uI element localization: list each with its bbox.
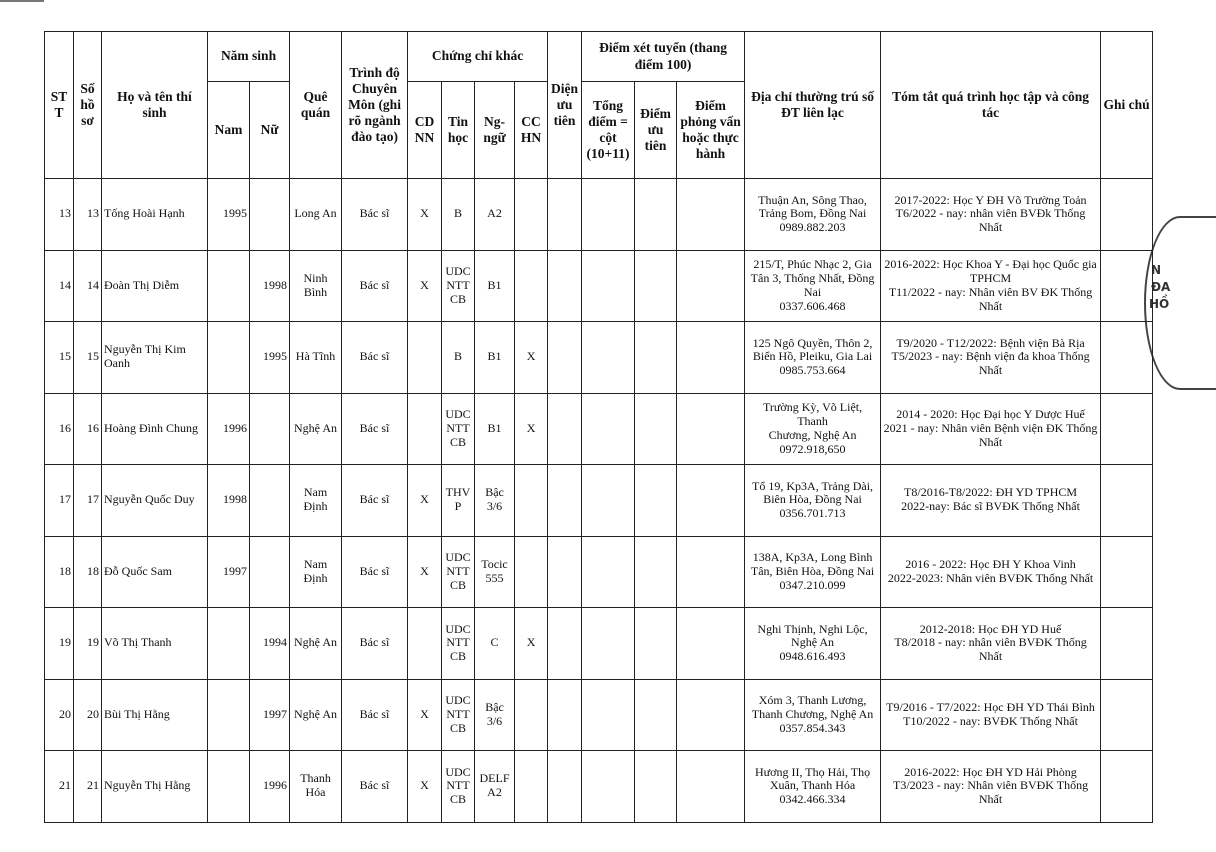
cell-nam [208, 608, 250, 680]
cell-trinh-do: Bác sĩ [342, 250, 408, 322]
summary-cell [881, 536, 1101, 608]
address-line: 215/T, Phúc Nhạc 2, Gia [753, 257, 872, 272]
empty-cell [677, 751, 745, 823]
cell-cchn: X [515, 608, 548, 680]
cell-que: Ninh Bình [290, 250, 342, 322]
col-tong-diem: Tổng điểm = cột (10+11) [582, 82, 635, 179]
summary-cell [881, 465, 1101, 537]
summary-cell [881, 393, 1101, 465]
cell-stt: 17 [45, 465, 74, 537]
col-trinh-do: Trình độ Chuyên Môn (ghi rõ ngành đào tạo) [342, 32, 408, 179]
cell-tin: UDC NTT CB [442, 393, 475, 465]
empty-cell [635, 250, 677, 322]
empty-cell [582, 751, 635, 823]
table-row [45, 465, 1153, 537]
cell-name: Đoàn Thị Diễm [102, 250, 208, 322]
summary-line: T6/2022 - nay: nhân viên BVĐk Thống [895, 206, 1086, 221]
empty-cell [548, 751, 582, 823]
cell-so: 13 [74, 179, 102, 251]
cell-so: 15 [74, 322, 102, 394]
address-line: Thuận An, Sông Thao, [758, 192, 867, 207]
cell-name: Nguyễn Thị Hằng [102, 751, 208, 823]
cell-nu [250, 465, 290, 537]
cell-trinh-do: Bác sĩ [342, 608, 408, 680]
empty-cell [582, 179, 635, 251]
cell-stt: 21 [45, 751, 74, 823]
empty-cell [582, 536, 635, 608]
summary-line: 2016 - 2022: Học ĐH Y Khoa Vinh [905, 556, 1076, 571]
cell-que: Nghệ An [290, 608, 342, 680]
summary-cell [881, 751, 1101, 823]
empty-cell [1101, 322, 1153, 394]
summary-line: Nhất [978, 220, 1003, 235]
cell-tin: UDC NTT CB [442, 751, 475, 823]
col-tom-tat: Tóm tắt quá trình học tập và công tác [881, 32, 1101, 179]
cell-stt: 16 [45, 393, 74, 465]
cell-tin: UDC NTT CB [442, 250, 475, 322]
cell-nu [250, 536, 290, 608]
cell-que: Nghệ An [290, 393, 342, 465]
empty-cell [1101, 179, 1153, 251]
table-header [45, 32, 1153, 179]
address-cell [745, 751, 881, 823]
table-row [45, 751, 1153, 823]
address-line: 0948.616.493 [779, 649, 846, 664]
cell-name: Tống Hoài Hạnh [102, 179, 208, 251]
cell-tin: THV P [442, 465, 475, 537]
address-line: Tổ 19, Kp3A, Trảng Dài, [752, 478, 874, 493]
cell-ngu: B1 [475, 393, 515, 465]
cell-so: 20 [74, 679, 102, 751]
cell-que: Nam Định [290, 536, 342, 608]
cell-stt: 19 [45, 608, 74, 680]
empty-cell [582, 393, 635, 465]
summary-line: 2021 - nay: Nhân viên Bệnh viện ĐK Thống [883, 420, 1098, 435]
address-line: Biển Hồ, Pleiku, Gia Lai [752, 349, 873, 364]
empty-cell [1101, 608, 1153, 680]
col-tin-hoc: Tin học [442, 82, 475, 179]
cell-so: 19 [74, 608, 102, 680]
summary-line: Nhất [978, 649, 1003, 664]
candidate-table [44, 31, 1153, 823]
empty-cell [582, 679, 635, 751]
address-line: Trường Kỳ, Võ Liệt, Thanh [762, 400, 863, 428]
empty-cell [677, 465, 745, 537]
col-nu: Nữ [250, 82, 290, 179]
cell-stt: 14 [45, 250, 74, 322]
address-line: Hương II, Thọ Hải, Thọ [755, 764, 871, 779]
address-line: Nghi Thịnh, Nghi Lộc, [757, 621, 868, 636]
address-line: Biên Hòa, Đồng Nai [763, 492, 862, 507]
cell-nu: 1996 [250, 751, 290, 823]
cell-nam [208, 322, 250, 394]
cell-ngu: A2 [475, 179, 515, 251]
address-line: Xóm 3, Thanh Lương, [758, 693, 867, 708]
empty-cell [635, 751, 677, 823]
summary-cell [881, 679, 1101, 751]
summary-line: T9/2016 - T7/2022: Học ĐH YD Thái Bình [886, 699, 1095, 714]
summary-line: Nhất [978, 434, 1003, 449]
cell-cchn [515, 751, 548, 823]
cell-name: Nguyễn Quốc Duy [102, 465, 208, 537]
cell-nu: 1995 [250, 322, 290, 394]
cell-cchn [515, 536, 548, 608]
empty-cell [635, 465, 677, 537]
empty-cell [548, 250, 582, 322]
empty-cell [677, 393, 745, 465]
summary-cell [881, 608, 1101, 680]
empty-cell [582, 322, 635, 394]
cell-tin: B [442, 179, 475, 251]
cell-tin: UDC NTT CB [442, 679, 475, 751]
table-row [45, 393, 1153, 465]
cell-que: Hà Tĩnh [290, 322, 342, 394]
summary-line: T11/2022 - nay: Nhân viên BV ĐK Thống [888, 284, 1093, 299]
col-nam: Nam [208, 82, 250, 179]
cell-cdnn: X [408, 465, 442, 537]
summary-cell [881, 179, 1101, 251]
address-cell [745, 322, 881, 394]
address-line: Xuân, Thanh Hóa [769, 778, 856, 793]
cell-nam: 1997 [208, 536, 250, 608]
cell-nu: 1994 [250, 608, 290, 680]
col-chung-chi-khac: Chứng chỉ khác [408, 32, 548, 82]
address-line: 138A, Kp3A, Long Bình [752, 550, 873, 565]
address-line: 0356.701.713 [779, 506, 846, 521]
cell-cchn: X [515, 393, 548, 465]
cell-stt: 15 [45, 322, 74, 394]
empty-cell [582, 608, 635, 680]
address-line: Nai [803, 284, 822, 299]
col-que-quan: Quê quán [290, 32, 342, 179]
col-diem-phong-van: Điểm phỏng vấn hoặc thực hành [677, 82, 745, 179]
cell-stt: 13 [45, 179, 74, 251]
table-row [45, 179, 1153, 251]
cell-cdnn: X [408, 536, 442, 608]
address-cell [745, 679, 881, 751]
empty-cell [635, 322, 677, 394]
cell-cdnn [408, 608, 442, 680]
empty-cell [548, 608, 582, 680]
empty-cell [1101, 536, 1153, 608]
cell-nu: 1997 [250, 679, 290, 751]
address-cell [745, 250, 881, 322]
address-line: 0989.882.203 [779, 220, 846, 235]
summary-line: 2017-2022: Học Y ĐH Võ Trường Toản [894, 192, 1087, 207]
empty-cell [1101, 393, 1153, 465]
empty-cell [548, 322, 582, 394]
table-row [45, 536, 1153, 608]
empty-cell [548, 393, 582, 465]
cell-nam [208, 751, 250, 823]
table-body [45, 179, 1153, 823]
cell-name: Bùi Thị Hằng [102, 679, 208, 751]
empty-cell [677, 536, 745, 608]
cell-cchn [515, 250, 548, 322]
summary-line: Nhất [978, 298, 1003, 313]
empty-cell [635, 179, 677, 251]
summary-line: T8/2016-T8/2022: ĐH YD TPHCM [904, 485, 1078, 500]
cell-ngu: Bậc 3/6 [475, 465, 515, 537]
address-cell [745, 393, 881, 465]
col-ho-ten: Họ và tên thí sinh [102, 32, 208, 179]
cell-tin: UDC NTT CB [442, 608, 475, 680]
cell-que: Nghệ An [290, 679, 342, 751]
col-cd-nn: CD NN [408, 82, 442, 179]
cell-cdnn: X [408, 751, 442, 823]
summary-line: 2012-2018: Học ĐH YD Huế [919, 621, 1062, 636]
cell-name: Nguyễn Thị Kim Oanh [102, 322, 208, 394]
address-cell [745, 608, 881, 680]
summary-line: T5/2023 - nay: Bệnh viện đa khoa Thống [891, 349, 1090, 364]
summary-cell [881, 322, 1101, 394]
empty-cell [1101, 465, 1153, 537]
summary-line: 2022-nay: Bác sĩ BVĐK Thống Nhất [901, 499, 1080, 514]
cell-nam: 1998 [208, 465, 250, 537]
summary-line: 2022-2023: Nhân viên BVĐK Thống Nhất [887, 570, 1094, 585]
cell-cchn [515, 679, 548, 751]
cell-nu: 1998 [250, 250, 290, 322]
empty-cell [677, 250, 745, 322]
cell-cdnn: X [408, 679, 442, 751]
cell-trinh-do: Bác sĩ [342, 393, 408, 465]
address-line: 0347.210.099 [779, 577, 846, 592]
cell-cchn: X [515, 322, 548, 394]
cell-name: Hoàng Đình Chung [102, 393, 208, 465]
cell-cchn [515, 179, 548, 251]
address-line: Tân, Biên Hòa, Đồng Nai [750, 563, 875, 578]
cell-cchn [515, 465, 548, 537]
cell-que: Long An [290, 179, 342, 251]
summary-line: 2016-2022: Học Khoa Y - Đại học Quốc gia [884, 257, 1097, 272]
address-line: Chương, Nghệ An [768, 427, 857, 442]
address-line: Nghệ An [791, 635, 835, 650]
empty-cell [548, 179, 582, 251]
cell-cdnn: X [408, 179, 442, 251]
col-diem-xet-tuyen: Điểm xét tuyển (thang điểm 100) [582, 32, 745, 82]
cell-que: Nam Định [290, 465, 342, 537]
empty-cell [548, 465, 582, 537]
col-dia-chi: Địa chỉ thường trú số ĐT liên lạc [745, 32, 881, 179]
cell-ngu: Bậc 3/6 [475, 679, 515, 751]
col-stt: ST T [45, 32, 74, 179]
cell-ngu: DELF A2 [475, 751, 515, 823]
cell-cdnn [408, 393, 442, 465]
cell-tin: UDC NTT CB [442, 536, 475, 608]
cell-ngu: C [475, 608, 515, 680]
empty-cell [548, 679, 582, 751]
table-row [45, 322, 1153, 394]
cell-so: 17 [74, 465, 102, 537]
cell-ngu: B1 [475, 322, 515, 394]
summary-line: TPHCM [969, 270, 1012, 285]
address-line: 125 Ngô Quyền, Thôn 2, [752, 335, 873, 350]
col-cc-hn: CC HN [515, 82, 548, 179]
cell-name: Đỗ Quốc Sam [102, 536, 208, 608]
empty-cell [635, 536, 677, 608]
cell-trinh-do: Bác sĩ [342, 179, 408, 251]
cell-cdnn: X [408, 250, 442, 322]
cell-nu [250, 179, 290, 251]
empty-cell [677, 322, 745, 394]
summary-line: 2016-2022: Học ĐH YD Hải Phòng [904, 764, 1077, 779]
cell-trinh-do: Bác sĩ [342, 465, 408, 537]
summary-line: T8/2018 - nay: nhân viên BVĐK Thống [894, 635, 1087, 650]
col-nam-sinh: Năm sinh [208, 32, 290, 82]
address-line: 0985.753.664 [779, 363, 846, 378]
table-row [45, 250, 1153, 322]
empty-cell [677, 608, 745, 680]
cell-trinh-do: Bác sĩ [342, 751, 408, 823]
cell-ngu: Tocic 555 [475, 536, 515, 608]
top-scan-line [0, 0, 44, 2]
empty-cell [582, 250, 635, 322]
empty-cell [677, 179, 745, 251]
address-cell [745, 536, 881, 608]
address-line: 0972.918,650 [779, 441, 846, 456]
summary-line: Nhất [978, 792, 1003, 807]
col-ghi-chu: Ghi chú [1101, 32, 1153, 179]
col-diem-uu-tien: Điểm ưu tiên [635, 82, 677, 179]
cell-stt: 20 [45, 679, 74, 751]
col-ngoai-ngu: Ng- ngữ [475, 82, 515, 179]
cell-que: Thanh Hóa [290, 751, 342, 823]
summary-cell [881, 250, 1101, 322]
empty-cell [635, 393, 677, 465]
col-so-ho-so: Số hồ sơ [74, 32, 102, 179]
cell-name: Võ Thị Thanh [102, 608, 208, 680]
summary-line: T3/2023 - nay: Nhân viên BVĐK Thống [893, 778, 1089, 793]
cell-nam: 1996 [208, 393, 250, 465]
cell-so: 16 [74, 393, 102, 465]
empty-cell [635, 608, 677, 680]
empty-cell [548, 536, 582, 608]
summary-line: 2014 - 2020: Học Đại học Y Dược Huế [896, 407, 1085, 422]
empty-cell [1101, 751, 1153, 823]
col-dien-uu-tien: Diện ưu tiên [548, 32, 582, 179]
cell-stt: 18 [45, 536, 74, 608]
empty-cell [1101, 679, 1153, 751]
empty-cell [677, 679, 745, 751]
address-cell [745, 465, 881, 537]
empty-cell [582, 465, 635, 537]
address-line: Trảng Bom, Đồng Nai [758, 206, 867, 221]
summary-line: T9/2020 - T12/2022: Bệnh viện Bà Rịa [896, 335, 1085, 350]
cell-trinh-do: Bác sĩ [342, 322, 408, 394]
cell-trinh-do: Bác sĩ [342, 536, 408, 608]
summary-line: T10/2022 - nay: BVĐK Thống Nhất [903, 713, 1078, 728]
address-line: Tân 3, Thống Nhất, Đồng [750, 270, 875, 285]
table-row [45, 679, 1153, 751]
cell-nu [250, 393, 290, 465]
address-line: 0342.466.334 [779, 792, 846, 807]
cell-cdnn [408, 322, 442, 394]
cell-tin: B [442, 322, 475, 394]
table-row [45, 608, 1153, 680]
cell-so: 18 [74, 536, 102, 608]
summary-line: Nhất [978, 363, 1003, 378]
cell-so: 21 [74, 751, 102, 823]
cell-nam [208, 679, 250, 751]
empty-cell [635, 679, 677, 751]
official-seal-fragment: N ĐA HỒ [1140, 212, 1180, 387]
address-line: 0337.606.468 [779, 298, 846, 313]
cell-so: 14 [74, 250, 102, 322]
cell-trinh-do: Bác sĩ [342, 679, 408, 751]
address-line: 0357.854.343 [779, 720, 846, 735]
empty-cell [1101, 250, 1153, 322]
address-cell [745, 179, 881, 251]
cell-ngu: B1 [475, 250, 515, 322]
cell-nam: 1995 [208, 179, 250, 251]
cell-nam [208, 250, 250, 322]
address-line: Thanh Chương, Nghệ An [751, 706, 874, 721]
